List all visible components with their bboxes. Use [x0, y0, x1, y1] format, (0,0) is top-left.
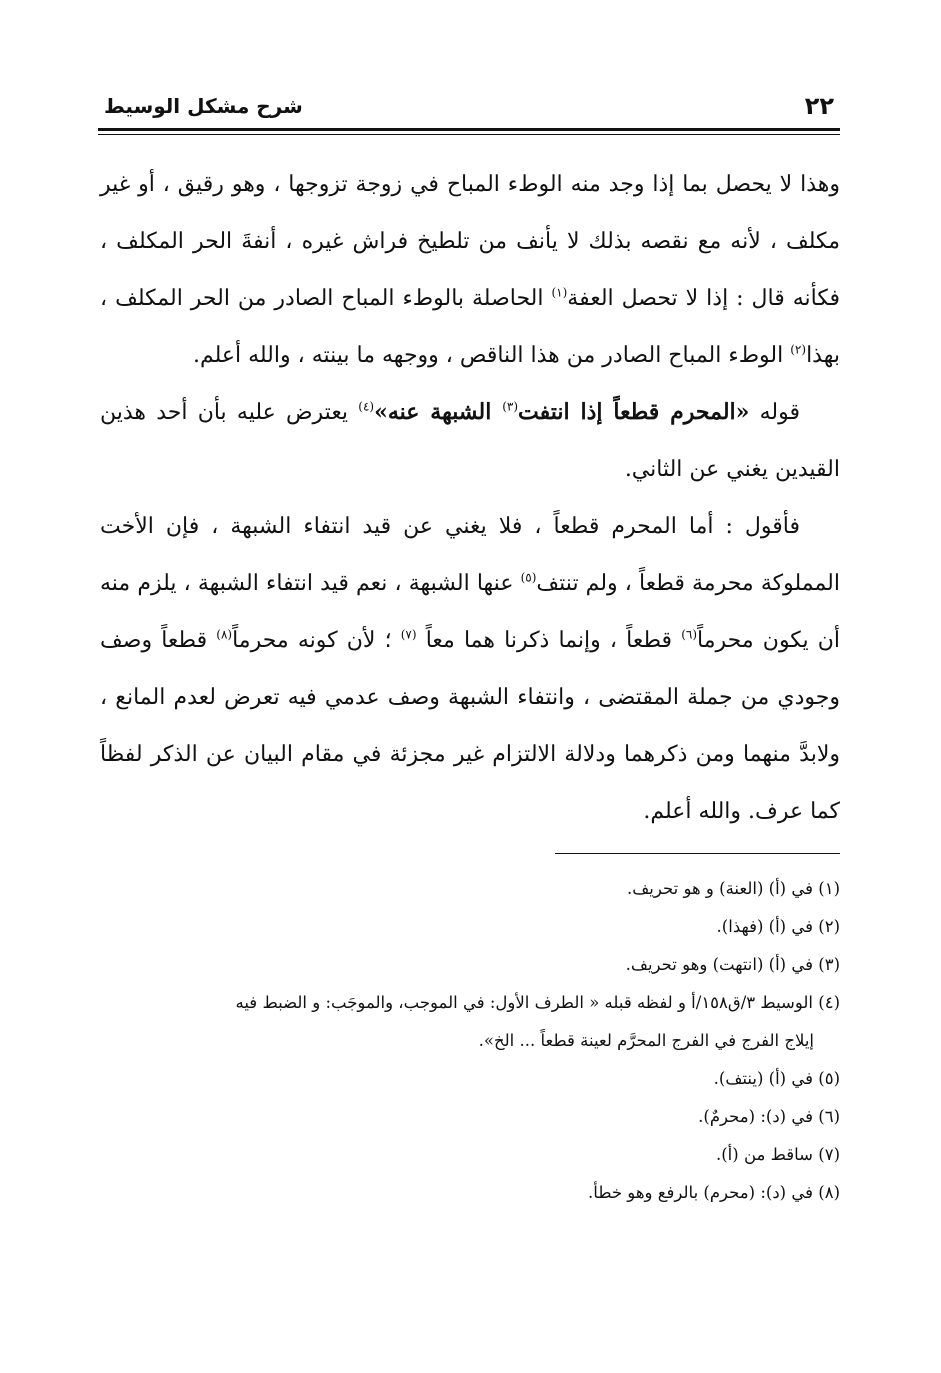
header-rule-thin — [98, 134, 840, 135]
paragraph-2-text-b: يعترض عليه بأن أحد هذين القيدين يغني عن الثاني. — [100, 400, 840, 482]
footnote-marker-8: (٨) — [216, 627, 233, 642]
footnote-marker-2: (٢) — [790, 342, 807, 357]
paragraph-3-text-d: ؛ لأن كونه محرماً — [232, 628, 401, 653]
footnote-4: (٤) الوسيط ٣/ق١٥٨/أ و لفظه قبله « الطرف الأول: في الموجب، والموجَب: و الضبط فيه — [235, 993, 840, 1012]
footnote-marker-1: (١) — [551, 285, 568, 300]
main-text — [100, 156, 840, 840]
paragraph-2 — [100, 384, 840, 498]
paragraph-3-text-a: فأقول : أما المحرم قطعاً ، فلا يغني عن قيد انتفاء الشبهة ، فإن الأخت المملوكة محرمة قطعاً ، ولم تنتف — [100, 514, 840, 596]
paragraph-3 — [100, 498, 840, 840]
footnote-marker-6: (٦) — [681, 627, 698, 642]
quoted-phrase-a: «المحرم قطعاً إذا انتفت — [518, 399, 750, 425]
running-title: شرح مشكل الوسيط — [104, 94, 303, 118]
footnote-8: (٨) في (د): (محرم) بالرفع وهو خطأ. — [588, 1183, 840, 1202]
footnote-6: (٦) في (د): (محرمٌ). — [698, 1107, 840, 1126]
footnote-marker-7: (٧) — [400, 627, 417, 642]
footnote-4-continuation: إيلاج الفرج في الفرج المحرَّم لعينة قطعاً ... الخ». — [478, 1031, 814, 1050]
paragraph-1-text-a: وهذا لا يحصل بما إذا وجد منه الوطء المباح في زوجة تزوجها ، وهو رقيق ، أو غير مكلف ، لأنه مع نقصه بذلك لا يأنف من تلطيخ فراش غيره ، أنفةَ الحر المكلف ، فكأنه قال : إذا لا تحصل العفة — [100, 172, 840, 311]
header-rule-thick — [98, 128, 840, 131]
page-header — [98, 92, 840, 128]
page-number: ٢٢ — [804, 92, 834, 120]
paragraph-3-text-b: عنها الشبهة ، نعم قيد انتفاء الشبهة ، يلزم منه أن يكون محرماً — [100, 571, 840, 653]
footnote-marker-3: (٣) — [502, 399, 519, 414]
quoted-phrase-b: الشبهة عنه» — [374, 399, 503, 425]
footnote-7: (٧) ساقط من (أ). — [716, 1145, 840, 1164]
paragraph-3-text-c: قطعاً ، وإنما ذكرنا هما معاً — [416, 628, 682, 653]
paragraph-1-text-b: الحاصلة بالوطء المباح الصادر من الحر المكلف ، بهذا — [100, 286, 840, 368]
footnote-marker-5: (٥) — [520, 570, 537, 585]
footnote-marker-4: (٤) — [358, 399, 375, 414]
footnote-3: (٣) في (أ) (انتهت) وهو تحريف. — [625, 955, 840, 974]
paragraph-3-text-e: قطعاً وصف وجودي من جملة المقتضى ، وانتفاء الشبهة وصف عدمي فيه تعرض لعدم المانع ، ولابدَّ منهما ومن ذكرهما ودلالة الالتزام غير مجزئة في مقام البيان عن الذكر لفظاً كما عرف. والله أعلم. — [100, 628, 840, 824]
footnotes — [100, 870, 840, 1212]
footnote-1: (١) في (أ) (العنة) و هو تحريف. — [626, 879, 840, 898]
paragraph-1 — [100, 156, 840, 384]
footnote-5: (٥) في (أ) (ينتف). — [713, 1069, 840, 1088]
footnote-2: (٢) في (أ) (فهذا). — [716, 917, 840, 936]
footnote-separator — [555, 853, 840, 854]
paragraph-1-text-c: الوطء المباح الصادر من هذا الناقص ، ووجهه ما بينته ، والله أعلم. — [192, 343, 791, 368]
paragraph-2-text-a: قوله — [749, 400, 801, 425]
